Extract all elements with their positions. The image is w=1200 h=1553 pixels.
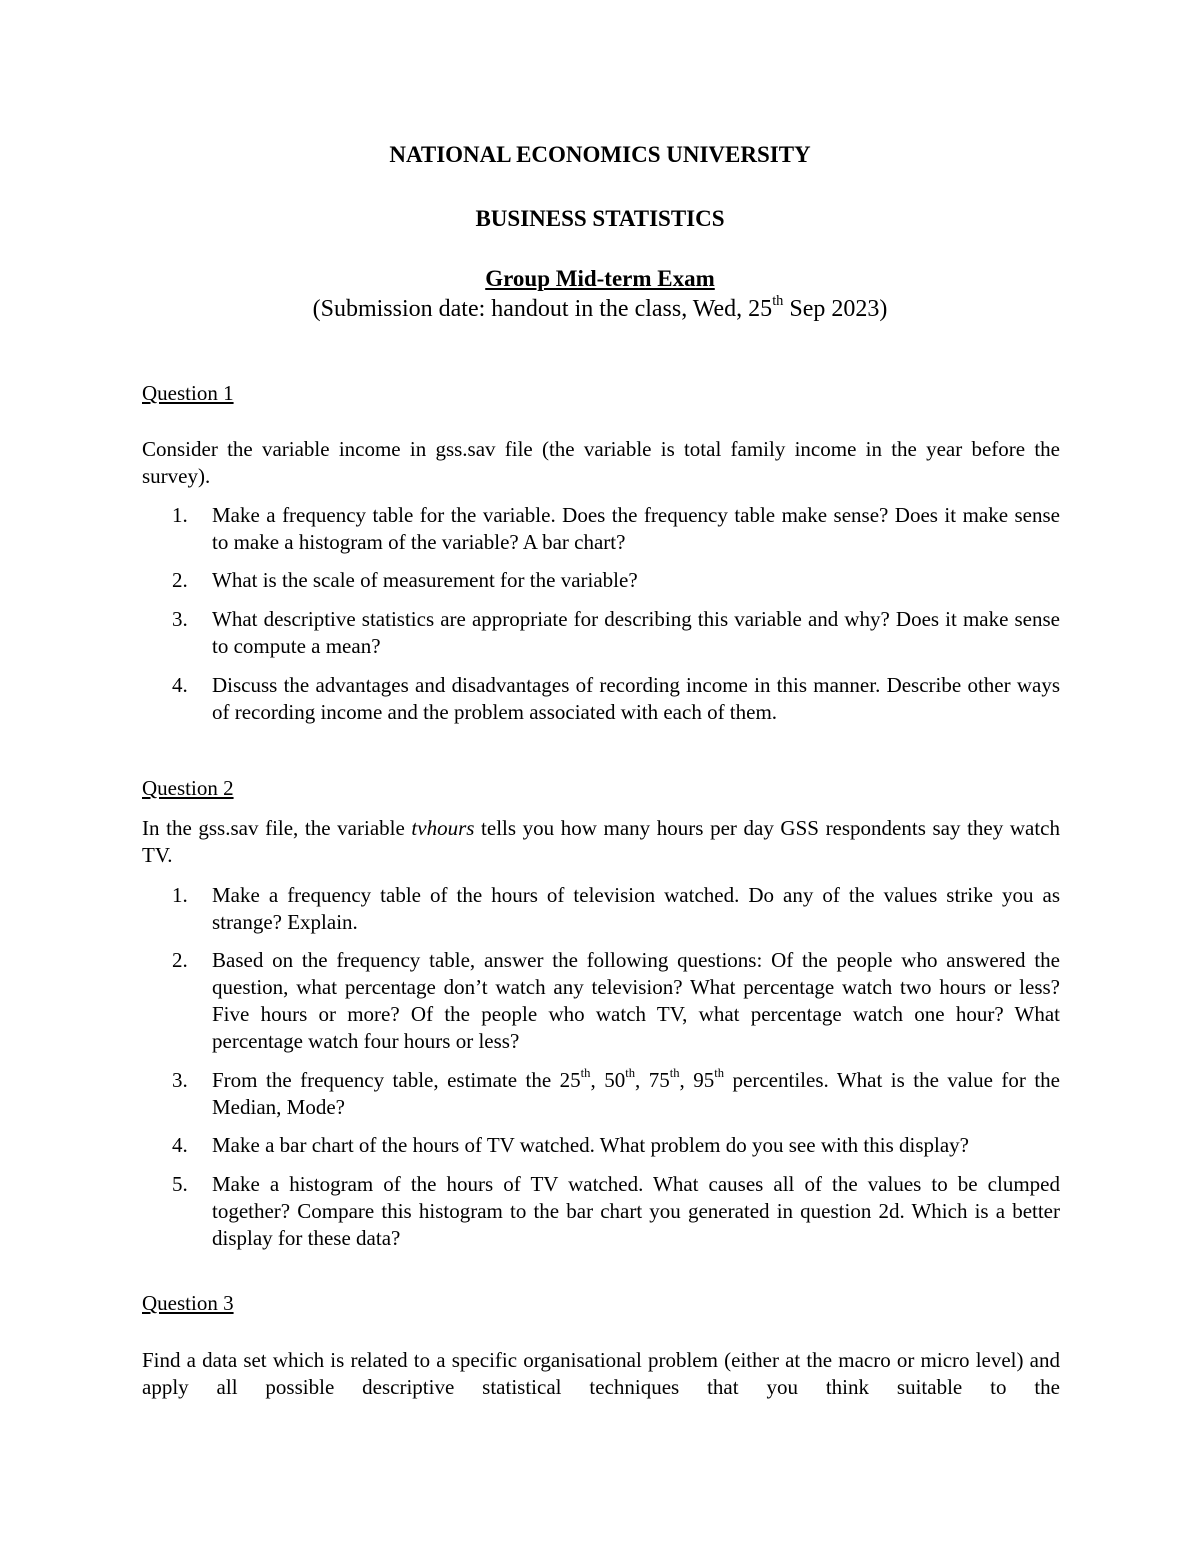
q1-item-1-text: Make a frequency table for the variable. Does the frequency table make sense? Does it make sense to make a histogram of the variable? A bar chart? — [212, 503, 1060, 554]
q1-item-4 — [172, 672, 1060, 726]
question-2-heading: Question 2 — [142, 776, 234, 800]
q2-item-4 — [172, 1132, 1060, 1159]
superscript-th: th — [669, 1066, 680, 1081]
q2-item-3-text-part: , 95 — [679, 1068, 715, 1092]
q2-item-5-text: Make a histogram of the hours of TV watched. What causes all of the values to be clumped together? Compare this histogram to the bar chart you generated in question 2d. Which is a better display for these data? — [212, 1172, 1060, 1250]
course-title: BUSINESS STATISTICS — [475, 206, 725, 231]
q2-item-3-text-part: percentiles. What is the value for the Median, Mode? — [212, 1068, 1060, 1119]
q2-item-3-text-part: From the frequency table, estimate the 25 — [212, 1068, 581, 1092]
q1-item-4-text: Discuss the advantages and disadvantages of recording income in this manner. Describe other ways of recording income and the problem associated with each of them. — [212, 673, 1060, 724]
q1-item-2 — [172, 567, 1060, 594]
superscript-th: th — [580, 1066, 591, 1081]
q1-item-3-text: What descriptive statistics are appropriate for describing this variable and why? Does it make sense to compute a mean? — [212, 607, 1060, 658]
q2-item-2 — [172, 947, 1060, 1055]
q2-item-4-text: Make a bar chart of the hours of TV watched. What problem do you see with this display? — [212, 1133, 969, 1157]
q2-item-3-text-part: , 75 — [635, 1068, 670, 1092]
q2-variable-name: tvhours — [411, 816, 475, 840]
submission-text: (Submission date: handout in the class, Wed, 25 — [312, 296, 773, 322]
q2-item-1-number: 1. — [172, 883, 188, 907]
q2-item-3-number: 3. — [172, 1068, 188, 1092]
q2-item-1-text: Make a frequency table of the hours of television watched. Do any of the values strike you as strange? Explain. — [212, 883, 1060, 934]
question-3-intro: Find a data set which is related to a specific organisational problem (either at the macro or micro level) and apply all possible descriptive statistical techniques that you think suitable to the — [142, 1348, 1060, 1399]
q2-intro-text-end: tells you how many hours per day GSS respondents say they watch TV. — [142, 816, 1061, 867]
q1-item-1 — [172, 502, 1060, 556]
question-1-heading: Question 1 — [142, 381, 234, 405]
submission-superscript: th — [772, 292, 784, 309]
university-title: NATIONAL ECONOMICS UNIVERSITY — [389, 142, 811, 167]
q1-item-3 — [172, 606, 1060, 660]
submission-date — [0, 292, 1200, 323]
q2-item-2-text: Based on the frequency table, answer the following questions: Of the people who answered the question, what percentage don’t watch any television? What percentage watch two hours or less? Five hours or more? Of the people who watch TV, what percentage watch one hour? What percentage watch four hours or less? — [212, 948, 1060, 1053]
q2-item-3-text — [212, 1067, 1060, 1121]
superscript-th: th — [625, 1066, 635, 1081]
superscript-th: th — [714, 1066, 725, 1081]
q2-item-5-number: 5. — [172, 1172, 188, 1196]
question-2-intro — [142, 815, 1060, 869]
q2-item-3-text-part: , 50 — [590, 1068, 626, 1092]
q2-item-1 — [172, 882, 1060, 936]
q2-intro-text: In the gss.sav file, the variable — [142, 816, 412, 840]
q1-item-2-number: 2. — [172, 568, 188, 592]
q1-item-1-number: 1. — [172, 503, 188, 527]
question-3-heading: Question 3 — [142, 1291, 234, 1315]
question-1-intro: Consider the variable income in gss.sav file (the variable is total family income in the year before the survey). — [142, 437, 1060, 488]
q2-item-5 — [172, 1171, 1060, 1252]
q2-item-3 — [172, 1067, 1060, 1121]
submission-text-end: Sep 2023) — [783, 296, 888, 322]
q1-item-4-number: 4. — [172, 673, 188, 697]
q1-item-3-number: 3. — [172, 607, 188, 631]
q2-item-4-number: 4. — [172, 1133, 188, 1157]
q2-item-2-number: 2. — [172, 948, 188, 972]
exam-title: Group Mid-term Exam — [485, 266, 715, 291]
q1-item-2-text: What is the scale of measurement for the variable? — [212, 568, 638, 592]
